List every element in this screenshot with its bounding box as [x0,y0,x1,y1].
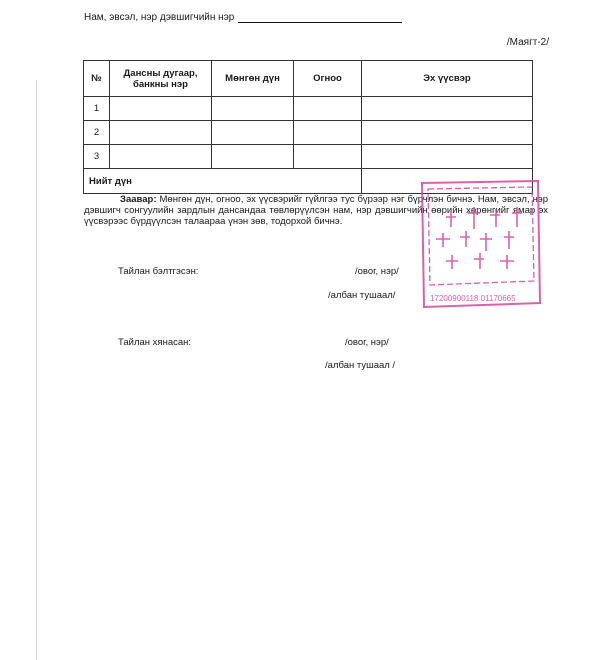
page-margin-line [36,80,37,660]
cell-source [362,145,533,169]
table-row [84,121,533,145]
cell-amount [212,145,294,169]
prepared-by-label: Тайлан бэлтгэсэн: [118,266,199,277]
cell-amount [212,121,294,145]
reviewed-by-label: Тайлан хянасан: [118,337,192,348]
total-row [84,169,533,194]
row-number: 2 [84,121,110,145]
candidate-name-line [84,12,402,23]
column-header-source: Эх үүсвэр [362,61,533,97]
cell-date [294,145,362,169]
cell-account [110,97,212,121]
table-header-row [84,61,533,97]
prepared-name-hint: /овог, нэр/ [355,266,399,277]
total-label: Нийт дүн [84,169,362,194]
column-header-amount: Мөнгөн дүн [212,61,294,97]
cell-account [110,145,212,169]
row-number: 1 [84,97,110,121]
column-header-number: № [84,61,110,97]
candidate-name-label: Нам, эвсэл, нэр дэвшигчийн нэр [84,12,235,23]
reviewed-name-hint: /овог, нэр/ [345,337,389,348]
candidate-name-blank [238,12,402,23]
cell-date [294,97,362,121]
annex-label: /Маягт-2/ [506,37,549,48]
reviewed-position-hint: /албан тушаал / [325,360,396,371]
table-row [84,97,533,121]
cell-account [110,121,212,145]
instruction-note [84,194,548,227]
cell-date [294,121,362,145]
row-number: 3 [84,145,110,169]
cell-source [362,97,533,121]
report-table [83,60,533,194]
table-row [84,145,533,169]
stamp-number: 17200900118 01170665 [430,294,516,303]
note-label: Заавар: [120,194,157,205]
cell-amount [212,97,294,121]
column-header-account: Дансны дугаар, банкны нэр [110,61,212,97]
total-value [362,169,533,194]
prepared-position-hint: /албан тушаал/ [328,290,396,301]
column-header-date: Огноо [294,61,362,97]
note-text: Мөнгөн дүн, огноо, эх үүсвэрийг гүйлгээ тус бүрээр нэг бүрчлэн бичнэ. Нам, эвсэл, нэр дэвшигч сонгуулийн зардлын дансандаа төвлөрүүлсэн нам, нэр дэвшигчийн өөрийн хөрөнгийг ямар эх үүсвэрээс бүрдүүлсэн талаараа үнэн зөв, тодорхой бичнэ. [84,194,548,227]
cell-source [362,121,533,145]
